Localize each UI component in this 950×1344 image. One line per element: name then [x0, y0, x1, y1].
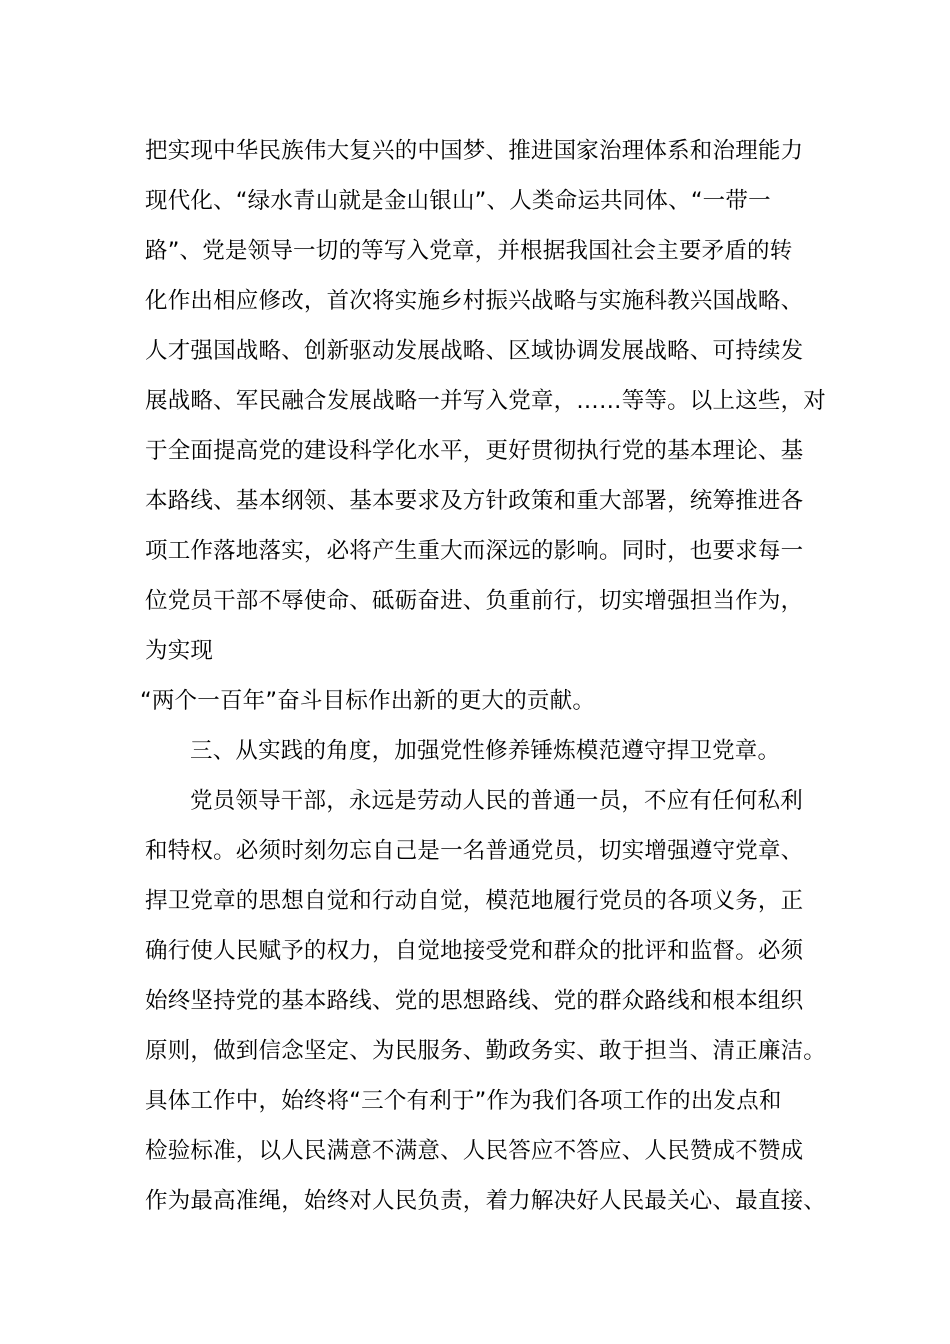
text-line-18: 始终坚持党的基本路线、党的思想路线、党的群众路线和根本组织	[145, 988, 804, 1014]
text-line-14: 党员领导干部，永远是劳动人民的普通一员，不应有任何私利	[190, 788, 803, 814]
text-line-21: 检验标准，以人民满意不满意、人民答应不答应、人民赞成不赞成	[145, 1138, 804, 1164]
text-line-8: 本路线、基本纲领、基本要求及方针政策和重大部署，统筹推进各	[145, 488, 804, 514]
text-line-2: 现代化、“绿水青山就是金山银山”、人类命运共同体、“一带一	[145, 188, 771, 214]
text-line-20: 具体工作中，始终将“三个有利于”作为我们各项工作的出发点和	[145, 1088, 782, 1114]
section-heading: 三、从实践的角度，加强党性修养锤炼模范遵守捍卫党章。	[190, 738, 781, 764]
text-line-9: 项工作落地落实，必将产生重大而深远的影响。同时，也要求每一	[145, 538, 804, 564]
text-line-5: 人才强国战略、创新驱动发展战略、区域协调发展战略、可持续发	[145, 338, 804, 364]
text-line-1: 把实现中华民族伟大复兴的中国梦、推进国家治理体系和治理能力	[145, 138, 804, 164]
text-line-7: 于全面提高党的建设科学化水平，更好贯彻执行党的基本理论、基	[145, 438, 804, 464]
text-line-3: 路”、党是领导一切的等写入党章，并根据我国社会主要矛盾的转	[145, 238, 793, 264]
text-line-10: 位党员干部不辱使命、砥砺奋进、负重前行，切实增强担当作为，	[145, 588, 804, 614]
text-line-19: 原则，做到信念坚定、为民服务、勤政务实、敢于担当、清正廉洁。	[145, 1038, 827, 1064]
text-line-17: 确行使人民赋予的权力，自觉地接受党和群众的批评和监督。必须	[145, 938, 804, 964]
text-line-11: 为实现	[145, 638, 214, 664]
text-line-4: 化作出相应修改，首次将实施乡村振兴战略与实施科教兴国战略、	[145, 288, 804, 314]
text-line-6: 展战略、军民融合发展战略一并写入党章，……等等。以上这些，对	[145, 388, 827, 414]
text-line-16: 捍卫党章的思想自觉和行动自觉，模范地履行党员的各项义务，正	[145, 888, 804, 914]
text-line-22: 作为最高准绳，始终对人民负责，着力解决好人民最关心、最直接、	[145, 1188, 827, 1214]
text-line-12: “两个一百年”奋斗目标作出新的更大的贡献。	[140, 688, 596, 714]
text-line-15: 和特权。必须时刻勿忘自己是一名普通党员，切实增强遵守党章、	[145, 838, 804, 864]
